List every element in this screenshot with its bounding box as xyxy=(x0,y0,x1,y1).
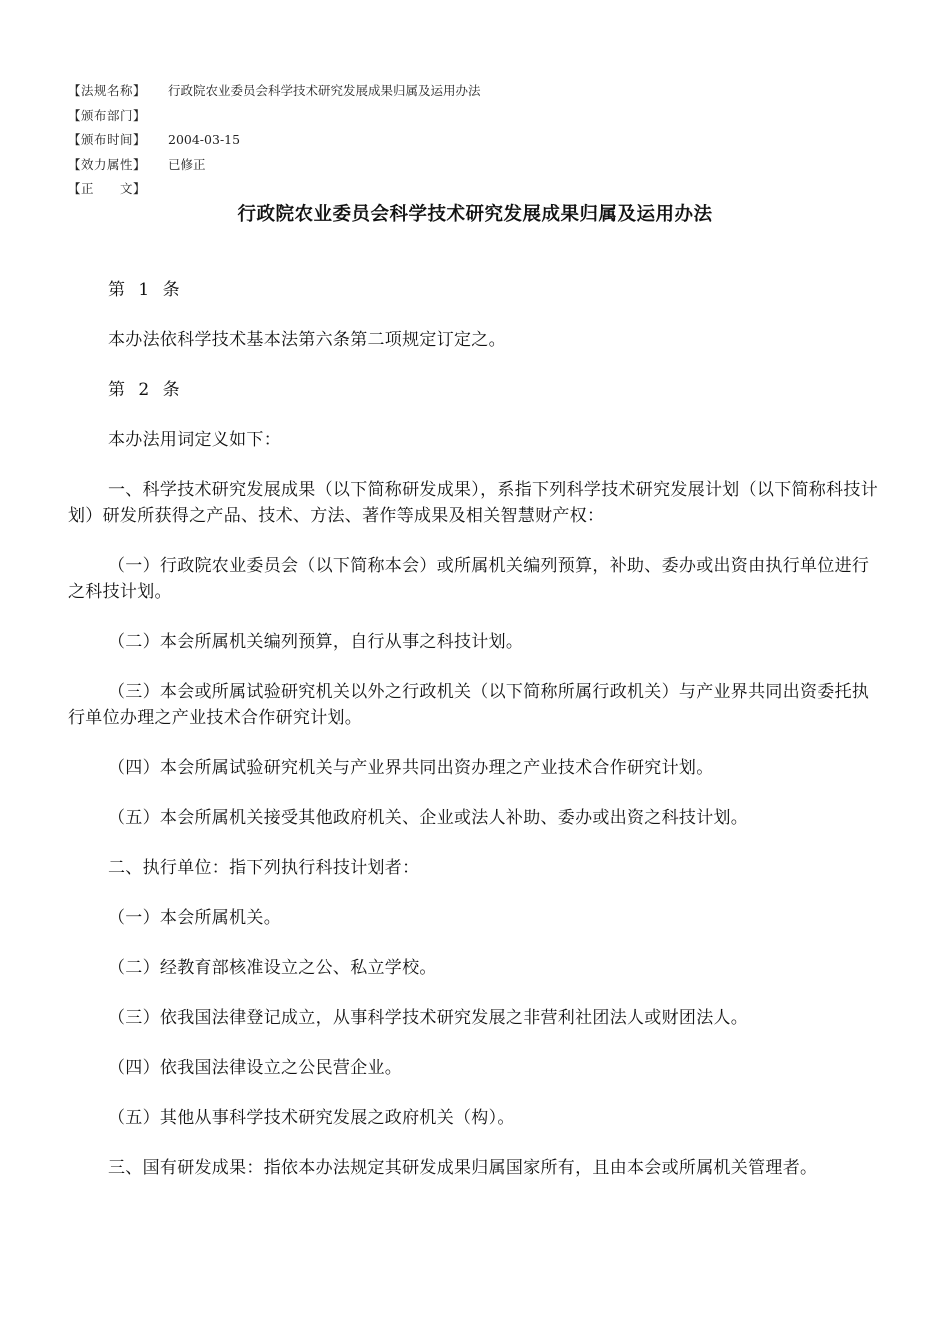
meta-label: 【法规名称】 xyxy=(68,83,147,98)
meta-row-status xyxy=(68,153,481,178)
paragraph: 本办法依科学技术基本法第六条第二项规定订定之。 xyxy=(108,330,506,350)
meta-label: 【正 文】 xyxy=(68,181,147,196)
paragraph: （二）本会所属机关编列预算，自行从事之科技计划。 xyxy=(108,632,524,652)
meta-row-body xyxy=(68,177,481,202)
paragraph: 本办法用词定义如下： xyxy=(108,430,281,450)
meta-label: 【颁布时间】 xyxy=(68,132,147,147)
article-heading: 第 2 条 xyxy=(108,380,184,400)
meta-row-department xyxy=(68,104,481,129)
paragraph: 一、科学技术研究发展成果（以下简称研发成果），系指下列科学技术研究发展计划（以下简称科技计划）研发所获得之产品、技术、方法、著作等成果及相关智慧财产权： xyxy=(68,480,878,526)
meta-row-name xyxy=(68,79,481,104)
paragraph: （一）本会所属机关。 xyxy=(108,908,281,928)
document-body xyxy=(68,277,886,1205)
document-title: 行政院农业委员会科学技术研究发展成果归属及运用办法 xyxy=(237,204,713,225)
meta-label: 【颁布部门】 xyxy=(68,107,147,123)
paragraph: （五）本会所属机关接受其他政府机关、企业或法人补助、委办或出资之科技计划。 xyxy=(108,808,749,828)
paragraph: 三、国有研发成果：指依本办法规定其研发成果归属国家所有，且由本会或所属机关管理者。 xyxy=(108,1158,818,1178)
article-heading: 第 1 条 xyxy=(108,280,184,300)
paragraph: （三）本会或所属试验研究机关以外之行政机关（以下简称所属行政机关）与产业界共同出资委托执行单位办理之产业技术合作研究计划。 xyxy=(68,682,870,728)
meta-value: 行政院农业委员会科学技术研究发展成果归属及运用办法 xyxy=(168,83,481,98)
paragraph: （三）依我国法律登记成立，从事科学技术研究发展之非营利社团法人或财团法人。 xyxy=(108,1008,749,1028)
paragraph: （五）其他从事科学技术研究发展之政府机关（构）。 xyxy=(108,1108,515,1128)
paragraph: （二）经教育部核准设立之公、私立学校。 xyxy=(108,958,437,978)
meta-value: 已修正 xyxy=(168,156,206,172)
metadata-block xyxy=(68,79,481,202)
paragraph: 二、执行单位：指下列执行科技计划者： xyxy=(108,858,420,878)
paragraph: （一）行政院农业委员会（以下简称本会）或所属机关编列预算，补助、委办或出资由执行单位进行之科技计划。 xyxy=(68,556,870,602)
meta-label: 【效力属性】 xyxy=(68,156,147,172)
meta-row-date xyxy=(68,128,481,153)
paragraph: （四）本会所属试验研究机关与产业界共同出资办理之产业技术合作研究计划。 xyxy=(108,758,714,778)
meta-value: 2004-03-15 xyxy=(168,132,241,147)
paragraph: （四）依我国法律设立之公民营企业。 xyxy=(108,1058,403,1078)
